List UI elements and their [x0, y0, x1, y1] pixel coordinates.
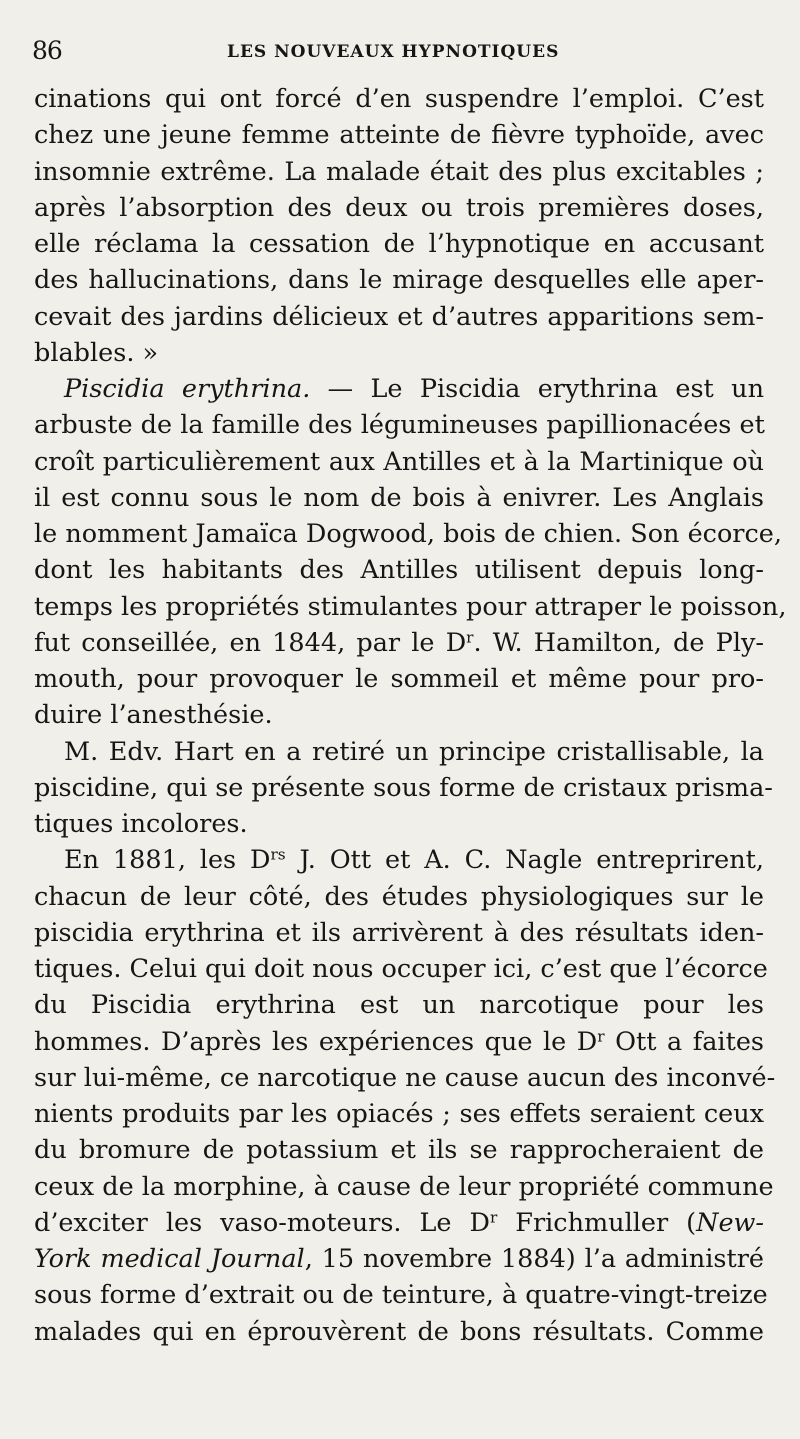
page-header: [32, 36, 768, 76]
text-line: des hallucinations, dans le mirage desquelles elle aper-: [34, 265, 764, 296]
text-line: dont les habitants des Antilles utilisent depuis long-: [34, 555, 764, 586]
text-line: cevait des jardins délicieux et d’autres apparitions sem-: [34, 301, 764, 332]
text-line: chacun de leur côté, des études physiologiques sur le: [34, 881, 764, 912]
running-title: LES NOUVEAUX HYPNOTIQUES: [227, 42, 560, 62]
text-line: York medical Journal, 15 novembre 1884) l’a administré: [34, 1244, 764, 1274]
text-line: il est connu sous le nom de bois à enivrer. Les Anglais: [34, 482, 764, 513]
text-line: le nomment Jamaïca Dogwood, bois de chien. Son écorce,: [34, 519, 782, 549]
text-line: d’exciter les vaso-moteurs. Le $D^r$ Frichmuller (New-: [34, 1207, 764, 1238]
text-line: M. Edv. Hart en a retiré un principe cristallisable, la: [64, 736, 764, 767]
text-line: elle réclama la cessation de l’hypnotique en accusant: [34, 229, 764, 259]
text-line: sur lui-même, ce narcotique ne cause aucun des inconvé-: [34, 1062, 776, 1093]
text-line: croît particulièrement aux Antilles et à la Martinique où: [34, 446, 764, 477]
text-line: ceux de la morphine, à cause de leur propriété commune: [34, 1171, 774, 1202]
text-line: piscidine, qui se présente sous forme de cristaux prisma-: [34, 772, 773, 803]
text-line: nients produits par les opiacés ; ses effets seraient ceux: [34, 1099, 764, 1129]
text-line: après l’absorption des deux ou trois premières doses,: [34, 192, 764, 223]
text-line: malades qui en éprouvèrent de bons résultats. Comme: [34, 1316, 764, 1347]
text-line: En 1881, les $D^{rs}$ J. Ott et A. C. Nagle entreprirent,: [64, 845, 764, 876]
text-line: temps les propriétés stimulantes pour attraper le poisson,: [34, 591, 787, 622]
text-line: duire l’anesthésie.: [34, 700, 273, 731]
text-line: fut conseillée, en 1844, par le $D^r$. W. Hamilton, de Ply-: [34, 627, 764, 658]
text-line: mouth, pour provoquer le sommeil et même pour pro-: [34, 664, 764, 694]
text-line: piscidia erythrina et ils arrivèrent à des résultats iden-: [34, 917, 764, 948]
body-text: [34, 81, 787, 1350]
text-line: chez une jeune femme atteinte de fièvre typhoïde, avec: [34, 120, 764, 151]
text-line: du bromure de potassium et ils se rapprocheraient de: [34, 1135, 764, 1166]
text-line: tiques. Celui qui doit nous occuper ici, c’est que l’écorce: [34, 954, 768, 984]
page-number: 86: [32, 36, 62, 65]
text-line: blables. »: [34, 337, 159, 368]
text-line: insomnie extrême. La malade était des plus excitables ;: [34, 156, 764, 187]
text-line: Piscidia erythrina. — Le Piscidia erythrina est un: [64, 374, 764, 404]
text-line: hommes. D’après les expériences que le $D^r$ Ott a faites: [34, 1026, 764, 1057]
text-line: cinations qui ont forcé d’en suspendre l’emploi. C’est: [34, 84, 764, 114]
text-line: sous forme d’extrait ou de teinture, à quatre-vingt-treize: [34, 1280, 768, 1311]
text-line: tiques incolores.: [34, 809, 248, 839]
text-line: arbuste de la famille des légumineuses papillionacées et: [34, 410, 765, 441]
text-line: du Piscidia erythrina est un narcotique pour les: [34, 990, 764, 1021]
